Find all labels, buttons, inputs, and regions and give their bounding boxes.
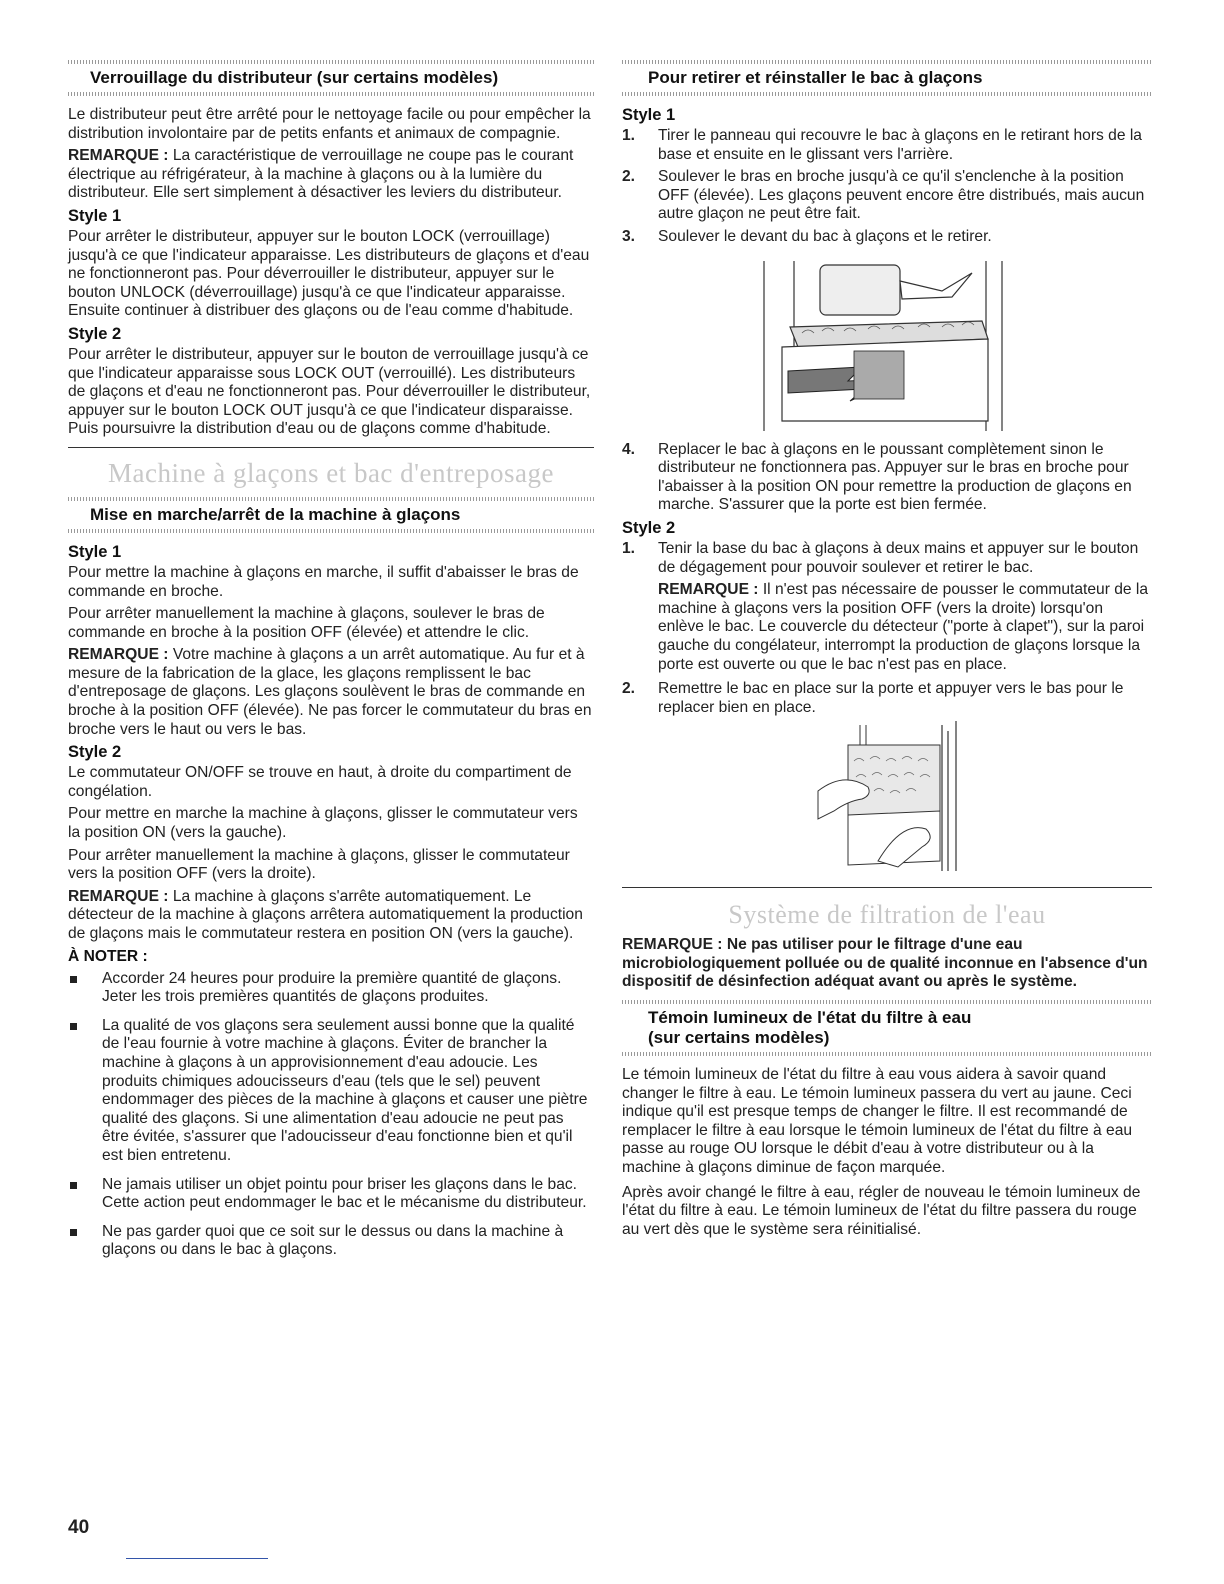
onoff-note: REMARQUE : Votre machine à glaçons a un arrêt automatique. Au fur et à mesure de la fabrication de la glace, les glaçons remplissent le bac d'entreposage de glaçons. Les glaçons soulèvent le bras de commande en broche à la position OFF (élevée). Ne pas forcer le commutateur du bras en broche vers le haut ou vers le bas. xyxy=(68,646,592,738)
ice-bin-hands-illustration xyxy=(622,721,1152,881)
onoff-heading: Mise en marche/arrêt de la machine à glaçons xyxy=(90,504,461,524)
list-item: 1. Tirer le panneau qui recouvre le bac à glaçons en le retirant hors de la base et ensuite en le glissant vers l'arrière. xyxy=(622,127,1142,163)
list-item: Ne jamais utiliser un objet pointu pour briser les glaçons dans le bac. Cette action peut endommager le bac et le mécanisme du distributeur. xyxy=(68,1176,594,1213)
lock-style1-text: Pour arrêter le distributeur, appuyer sur le bouton LOCK (verrouillage) jusqu'à ce que l'indicateur apparaisse. Les distributeurs de glaçons et d'eau ne fonctionneront pas. Pour déverrouiller le distributeur, appuyer sur le bouton UNLOCK (déverrouillage) jusqu'à ce que l'indicateur apparaisse. Ensuite continuer à distribuer des glaçons ou de l'eau comme d'habitude. xyxy=(68,227,590,320)
bin-steps xyxy=(622,127,1152,247)
onoff-style2-title: Style 2 xyxy=(68,743,122,762)
onoff-p1: Pour mettre la machine à glaçons en marche, il suffit d'abaisser le bras de commande en broche. xyxy=(68,563,579,600)
ice-section-title: Machine à glaçons et bac d'entreposage xyxy=(108,457,554,488)
lock-style2-text: Pour arrêter le distributeur, appuyer sur le bouton de verrouillage jusqu'à ce que l'indicateur apparaisse sous LOCK OUT (verrouillé). Les distributeurs de glaçons et d'eau ne fonctionneront pas. Pour déverrouiller le distributeur, appuyer sur le bouton LOCK OUT jusqu'à ce que l'indicateur disparaisse. Puis poursuivre la distribution d'eau ou de glaçons comme d'habitude. xyxy=(68,345,591,438)
onoff-p2: Pour arrêter manuellement la machine à glaçons, soulever le bras de commande en broche à la position OFF (élevée) et attendre le clic. xyxy=(68,605,545,641)
dotted-rule xyxy=(68,92,594,96)
list-item: 4. Replacer le bac à glaçons en le poussant complètement sinon le distributeur ne fonctionnera pas. Appuyer sur le bras en broche pour l'abaisser à la position ON pour remettre la production de glaçons en marche. S'assurer que la porte est bien fermée. xyxy=(622,440,1132,514)
bin-step4 xyxy=(622,441,1152,515)
bin-style2-note: REMARQUE : Il n'est pas nécessaire de pousser le commutateur de la machine à glaçons vers la position OFF (vers la droite) lorsqu'on enlève le bac. Le couvercle du détecteur ("porte à clapet"), sur la paroi gauche du congélateur, interrompt la production de glaçons lorsque la porte est ouverte ou que le bac n'est pas en place. xyxy=(658,581,1149,673)
lock-heading: Verrouillage du distributeur (sur certains modèles) xyxy=(90,68,499,87)
list-item: 3. Soulever le devant du bac à glaçons et le retirer. xyxy=(622,227,992,245)
onoff-note2: REMARQUE : La machine à glaçons s'arrête automatiquement. Le détecteur de la machine à glaçons arrêtera automatiquement la production de glaçons mais le commutateur restera en position ON (vers la gauche). xyxy=(68,887,583,942)
water-filter-warning: REMARQUE : Ne pas utiliser pour le filtrage d'une eau microbiologiquement polluée ou de qualité inconnue en l'absence d'un dispositif de désinfection adéquat avant ou après le système. xyxy=(622,936,1148,991)
lock-note: REMARQUE : La caractéristique de verrouillage ne coupe pas le courant électrique au réfrigérateur, à la machine à glaçons ou à la lumière du distributeur. Elle sert simplement à désactiver les leviers du distributeur. xyxy=(68,147,574,202)
bullet-icon xyxy=(70,1023,77,1030)
bin-style2-steps xyxy=(622,540,1152,577)
list-item: 2. Soulever le bras en broche jusqu'à ce qu'il s'enclenche à la position OFF (élevée). Les glaçons peuvent encore être distribués, mais aucun autre glaçon ne peut être fait. xyxy=(622,168,1145,223)
bin-style1-title: Style 1 xyxy=(622,106,676,124)
list-item: 2. Remettre le bac en place sur la porte et appuyer vers le bas pour le replacer bien en place. xyxy=(622,680,1124,716)
list-item: La qualité de vos glaçons sera seulement aussi bonne que la qualité de l'eau fournie à votre machine à glaçons. Éviter de brancher la machine à glaçons à un approvisionnement d'eau adoucie. Les produits chimiques adoucisseurs d'eau (tels que le sel) peuvent endommager des pièces de la machine à glaçons et causer une piètre qualité des glaçons. Si une alimentation d'eau adoucie ne peut pas être évitée, s'assurer que l'adoucisseur d'eau fonctionne bien et qu'il est bien entretenu. xyxy=(68,1017,594,1166)
lock-style2-title: Style 2 xyxy=(68,324,122,343)
bin-style2-steps-2 xyxy=(622,680,1152,717)
ice-bin-illustration xyxy=(622,251,1152,441)
onoff-p5: Pour arrêter manuellement la machine à glaçons, glisser le commutateur vers la position OFF (vers la droite). xyxy=(68,846,570,883)
water-section-title: Système de filtration de l'eau xyxy=(728,900,1046,930)
filter-p2: Après avoir changé le filtre à eau, régler de nouveau le témoin lumineux de l'état du filtre à eau. Le témoin lumineux de l'état du filtre passera du rouge au vert dès que le système sera réinitialisé. xyxy=(622,1183,1141,1238)
onoff-p4: Pour mettre en marche la machine à glaçons, glisser le commutateur vers la position ON (vers la gauche). xyxy=(68,805,578,842)
notes-list xyxy=(68,970,594,1260)
dotted-rule xyxy=(622,92,1152,96)
bullet-icon xyxy=(70,976,77,983)
bullet-icon xyxy=(70,1229,77,1236)
bin-style2-title: Style 2 xyxy=(622,518,676,537)
right-column xyxy=(622,60,1152,1243)
list-item: Ne pas garder quoi que ce soit sur le dessus ou dans la machine à glaçons ou dans le bac à glaçons. xyxy=(68,1223,594,1260)
bullet-icon xyxy=(70,1182,77,1189)
filter-heading xyxy=(622,1004,1152,1052)
filter-p1: Le témoin lumineux de l'état du filtre à eau vous aidera à savoir quand changer le filtre à eau. Le témoin lumineux passera du vert au jaune. Ceci indique qu'il est presque temps de changer le filtre. Il est recommandé de remplacer le filtre à eau lorsque le témoin lumineux de l'état du filtre à eau passe au rouge OU lorsque le débit d'eau à votre distributeur ou à la machine à glaçons diminue de façon marquée. xyxy=(622,1066,1133,1177)
lock-style1-title: Style 1 xyxy=(68,206,122,225)
page-number: 40 xyxy=(68,1517,90,1538)
lock-intro: Le distributeur peut être arrêté pour le nettoyage facile ou pour empêcher la distribution involontaire par de petits enfants et animaux de compagnie. xyxy=(68,106,591,142)
list-item: Accorder 24 heures pour produire la première quantité de glaçons. Jeter les trois premières quantités de glaçons produites. xyxy=(68,970,594,1007)
dotted-rule xyxy=(622,1052,1152,1056)
bin-heading: Pour retirer et réinstaller le bac à glaçons xyxy=(648,68,983,87)
footer-rule xyxy=(126,1558,268,1559)
dotted-rule xyxy=(68,529,594,533)
section-rule xyxy=(68,447,594,448)
anoter-label: À NOTER : xyxy=(68,947,148,965)
list-item: 1. Tenir la base du bac à glaçons à deux mains et appuyer sur le bouton de dégagement pour pouvoir soulever et retirer le bac. xyxy=(622,539,1139,576)
onoff-style1-title: Style 1 xyxy=(68,542,122,561)
onoff-p3: Le commutateur ON/OFF se trouve en haut, à droite du compartiment de congélation. xyxy=(68,764,572,800)
left-column xyxy=(68,60,594,1270)
section-rule xyxy=(622,887,1152,888)
filter-heading-line1: Témoin lumineux de l'état du filtre à eau xyxy=(648,1008,972,1028)
filter-heading-line2: (sur certains modèles) xyxy=(648,1028,830,1048)
